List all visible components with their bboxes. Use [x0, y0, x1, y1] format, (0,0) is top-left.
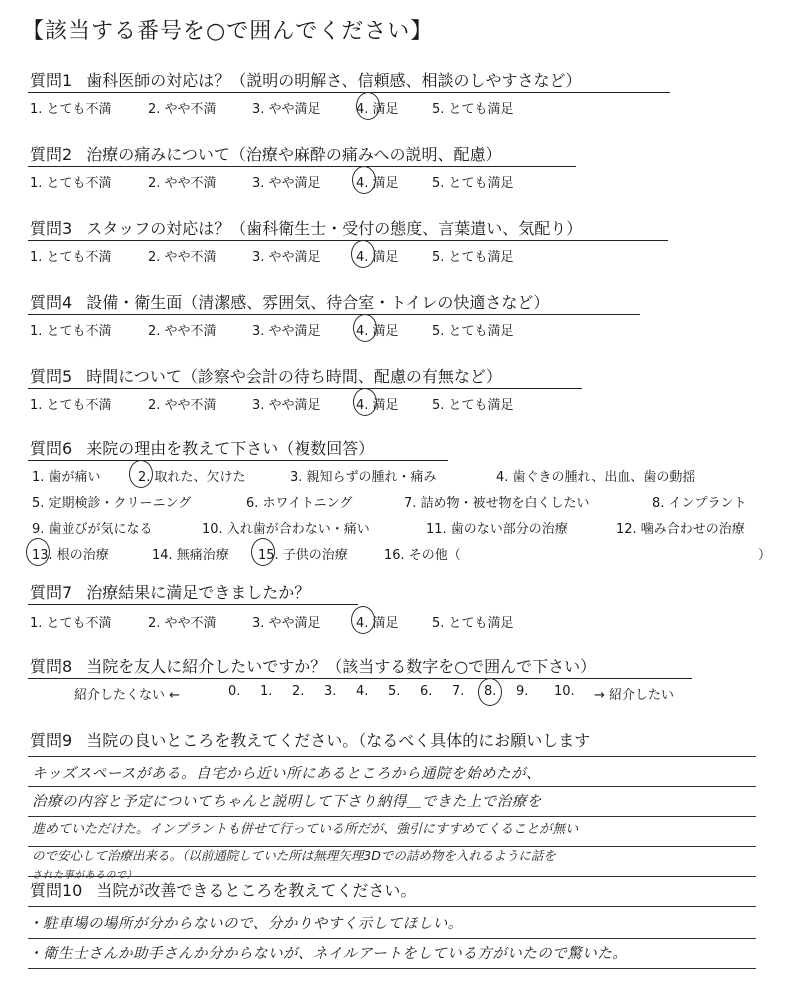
question-number: 質問3	[30, 219, 73, 238]
question-number: 質問2	[30, 145, 73, 164]
underline	[28, 92, 670, 93]
answer-line	[28, 906, 756, 907]
selection-circle	[251, 538, 275, 566]
scale-value[interactable]: 5.	[388, 684, 401, 699]
underline	[28, 678, 692, 679]
question-number: 質問6	[30, 439, 73, 458]
rating-option[interactable]: 4. 満足	[356, 616, 399, 631]
question-4-heading	[30, 290, 549, 313]
rating-option[interactable]: 5. とても満足	[432, 250, 514, 265]
rating-option[interactable]: 3. やや満足	[252, 102, 321, 117]
underline	[28, 240, 668, 241]
rating-option[interactable]: 3. やや満足	[252, 250, 321, 265]
handwritten-answer-line: ・駐車場の場所が分からないので、分かりやすく示してほしい。	[28, 916, 463, 932]
question-6-heading	[30, 436, 374, 459]
reason-option[interactable]: 14. 無痛治療	[152, 548, 229, 563]
scale-left-label: 紹介したくない ←	[74, 688, 181, 703]
question-text: 歯科医師の対応は？（説明の明解さ、信頼感、相談のしやすさなど）	[86, 71, 582, 90]
rating-option[interactable]: 1. とても不満	[30, 250, 112, 265]
scale-value[interactable]: 1.	[260, 684, 273, 699]
reason-option[interactable]: 1. 歯が痛い	[32, 470, 101, 485]
scale-value[interactable]: 8.	[484, 684, 497, 699]
reason-option[interactable]: 9. 歯並びが気になる	[32, 522, 153, 537]
question-text: 設備・衛生面（清潔感、雰囲気、待合室・トイレの快適さなど）	[86, 293, 550, 312]
question-number: 質問9	[30, 731, 73, 750]
question-number: 質問5	[30, 367, 73, 386]
handwritten-answer-line: ので安心して治療出来る。（以前通院していた所は無理矢理3Dでの詰め物を入れるように話を	[32, 848, 556, 863]
selection-circle	[353, 314, 377, 342]
reason-option[interactable]: 7. 詰め物・被せ物を白くしたい	[404, 496, 590, 511]
question-8-heading	[30, 654, 596, 677]
rating-option[interactable]: 5. とても満足	[432, 398, 514, 413]
reason-option[interactable]: 11. 歯のない部分の治療	[426, 522, 568, 537]
selection-circle	[26, 538, 50, 566]
scale-value[interactable]: 7.	[452, 684, 465, 699]
form-title: 【該当する番号を○で囲んでください】	[22, 19, 434, 44]
reason-option[interactable]: 13. 根の治療	[32, 548, 109, 563]
selection-circle	[478, 678, 502, 706]
scale-value[interactable]: 2.	[292, 684, 305, 699]
scale-value[interactable]: 0.	[228, 684, 241, 699]
question-number: 質問10	[30, 881, 83, 900]
question-number: 質問8	[30, 657, 73, 676]
rating-option[interactable]: 4. 満足	[356, 324, 399, 339]
selection-circle	[352, 166, 376, 194]
rating-option[interactable]: 1. とても不満	[30, 616, 112, 631]
reason-option[interactable]: 4. 歯ぐきの腫れ、出血、歯の動揺	[496, 470, 696, 485]
rating-option[interactable]: 5. とても満足	[432, 176, 514, 191]
reason-option[interactable]: 8. インプラント	[652, 496, 747, 511]
question-text: 当院を友人に紹介したいですか？（該当する数字を○で囲んで下さい）	[86, 657, 597, 676]
reason-option[interactable]: 3. 親知らずの腫れ・痛み	[290, 470, 437, 485]
rating-option[interactable]: 3. やや満足	[252, 616, 321, 631]
question-2-heading	[30, 142, 502, 165]
answer-line	[28, 756, 756, 757]
scale-right-label: → 紹介したい	[594, 688, 675, 703]
reason-option[interactable]: 15. 子供の治療	[258, 548, 348, 563]
rating-option[interactable]: 2. やや不満	[148, 250, 217, 265]
reason-option[interactable]: 10. 入れ歯が合わない・痛い	[202, 522, 370, 537]
scale-value[interactable]: 3.	[324, 684, 337, 699]
reason-option[interactable]: 5. 定期検診・クリーニング	[32, 496, 192, 511]
handwritten-answer-line: された事があるので）	[32, 870, 137, 881]
rating-option[interactable]: 1. とても不満	[30, 102, 112, 117]
rating-option[interactable]: 2. やや不満	[148, 616, 217, 631]
rating-option[interactable]: 5. とても満足	[432, 102, 514, 117]
rating-option[interactable]: 5. とても満足	[432, 616, 514, 631]
reason-option[interactable]: 12. 噛み合わせの治療	[616, 522, 745, 537]
scale-value[interactable]: 9.	[516, 684, 529, 699]
rating-option[interactable]: 2. やや不満	[148, 176, 217, 191]
underline	[28, 604, 358, 605]
selection-circle	[129, 460, 153, 488]
question-number: 質問1	[30, 71, 73, 90]
reason-option-close: ）	[758, 548, 772, 563]
question-3-heading	[30, 216, 582, 239]
rating-option[interactable]: 2. やや不満	[148, 324, 217, 339]
rating-option[interactable]: 2. やや不満	[148, 398, 217, 413]
answer-line	[28, 968, 756, 969]
rating-option[interactable]: 3. やや満足	[252, 324, 321, 339]
question-number: 質問4	[30, 293, 73, 312]
rating-option[interactable]: 1. とても不満	[30, 176, 112, 191]
question-text: 治療の痛みについて（治療や麻酔の痛みへの説明、配慮）	[86, 145, 502, 164]
answer-line	[28, 876, 756, 877]
question-1-heading	[30, 68, 582, 91]
rating-option[interactable]: 2. やや不満	[148, 102, 217, 117]
handwritten-answer-line: 進めていただけた。インプラントも併せて行っている所だが、強引にすすめてくることが無い	[32, 822, 579, 837]
rating-option[interactable]: 4. 満足	[356, 102, 399, 117]
rating-option[interactable]: 1. とても不満	[30, 398, 112, 413]
question-text: 当院の良いところを教えてください。（なるべく具体的にお願いします	[86, 731, 591, 750]
selection-circle	[353, 388, 377, 416]
question-text: 来院の理由を教えて下さい（複数回答）	[86, 439, 375, 458]
underline	[28, 460, 448, 461]
scale-value[interactable]: 10.	[554, 684, 575, 699]
question-9-heading	[30, 728, 590, 751]
question-text: 時間について（診察や会計の待ち時間、配慮の有無など）	[86, 367, 502, 386]
question-10-heading	[30, 878, 416, 901]
rating-option[interactable]: 5. とても満足	[432, 324, 514, 339]
selection-circle	[351, 606, 375, 634]
rating-option[interactable]: 3. やや満足	[252, 398, 321, 413]
answer-line	[28, 816, 756, 817]
rating-option[interactable]: 4. 満足	[356, 250, 399, 265]
rating-option[interactable]: 3. やや満足	[252, 176, 321, 191]
scale-value[interactable]: 6.	[420, 684, 433, 699]
question-number: 質問7	[30, 583, 73, 602]
handwritten-answer-line: ・衛生士さんか助手さんか分からないが、ネイルアートをしている方がいたので驚いた。	[28, 946, 628, 962]
answer-line	[28, 786, 756, 787]
selection-circle	[351, 240, 375, 268]
underline	[28, 314, 640, 315]
answer-line	[28, 938, 756, 939]
handwritten-answer-line: 治療の内容と予定についてちゃんと説明して下さり納得＿できた上で治療を	[32, 794, 542, 810]
question-5-heading	[30, 364, 502, 387]
question-7-heading	[30, 580, 310, 603]
reason-option[interactable]: 2. 取れた、欠けた	[138, 470, 246, 485]
selection-circle	[356, 92, 380, 120]
rating-option[interactable]: 1. とても不満	[30, 324, 112, 339]
scale-value[interactable]: 4.	[356, 684, 369, 699]
rating-option[interactable]: 4. 満足	[356, 176, 399, 191]
underline	[28, 166, 576, 167]
question-text: 治療結果に満足できましたか？	[86, 583, 311, 602]
question-text: スタッフの対応は？（歯科衛生士・受付の態度、言葉遣い、気配り）	[86, 219, 583, 238]
underline	[28, 388, 582, 389]
handwritten-answer-line: キッズスペースがある。自宅から近い所にあるところから通院を始めたが、	[32, 766, 541, 782]
reason-option[interactable]: 16. その他（	[384, 548, 461, 563]
rating-option[interactable]: 4. 満足	[356, 398, 399, 413]
reason-option[interactable]: 6. ホワイトニング	[246, 496, 353, 511]
question-text: 当院が改善できるところを教えてください。	[96, 881, 417, 900]
